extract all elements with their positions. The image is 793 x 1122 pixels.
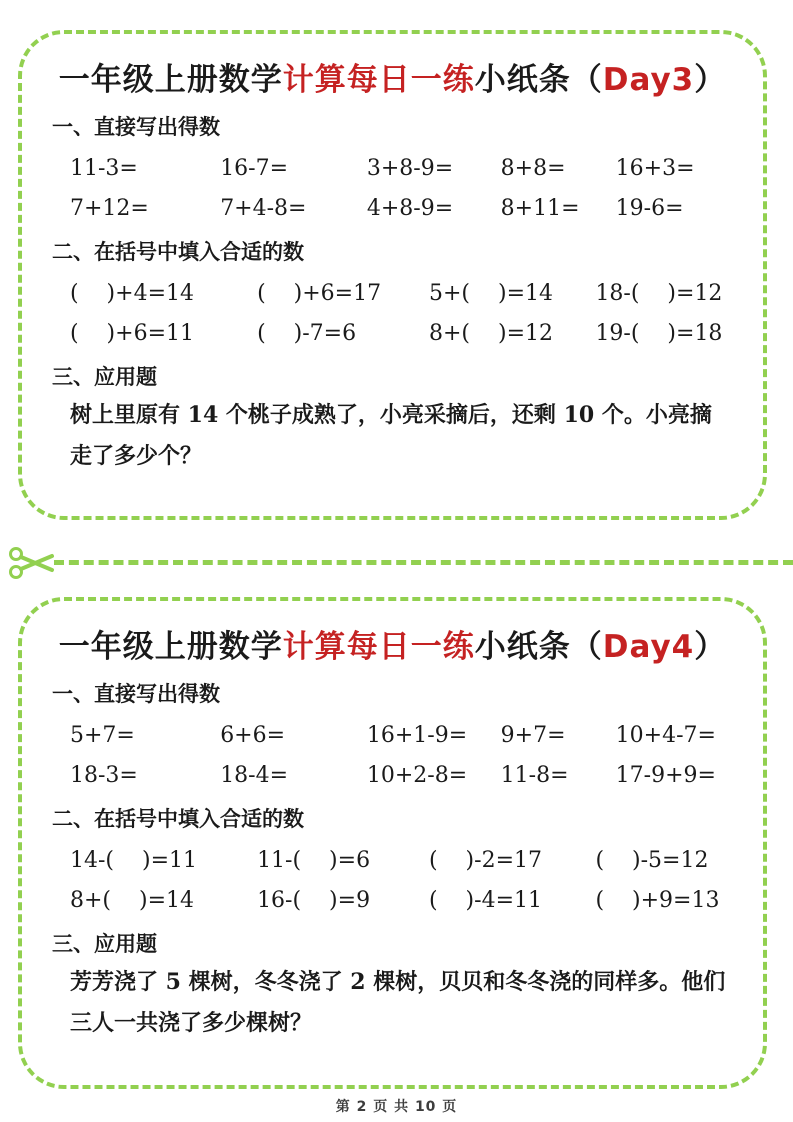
equation: 7+12= [70,196,149,221]
section-heading-word-problem: 三、应用题 [52,932,157,956]
equation: 11-3= [70,156,138,181]
equation: 19-( )=18 [595,321,723,346]
equation: 6+6= [220,723,286,748]
equation: 16-7= [220,156,289,181]
equation: 8+8= [500,156,566,181]
equation-row [70,281,733,306]
equation-row [70,321,733,346]
equation: 16-( )=9 [257,888,371,913]
dashed-cut-line [54,560,793,565]
equation: 19-6= [615,196,684,221]
equation: 11-( )=6 [257,848,371,873]
worksheet-card-day3 [18,30,767,520]
equation: 8+11= [500,196,580,221]
equation: 5+7= [70,723,135,748]
section-heading-fill-brackets: 二、在括号中填入合适的数 [52,807,304,831]
worksheet-title [52,54,733,99]
equation-row [70,196,733,221]
equation: 5+( )=14 [429,281,553,306]
word-problem-text: 树上里原有 14 个桃子成熟了，小亮采摘后，还剩 10 个。小亮摘走了多少个？ [70,402,712,469]
equation-row [70,156,733,181]
title-part-suffix: 小纸条（ [474,62,603,98]
equation: 4+8-9= [366,196,454,221]
equation: ( )+6=11 [70,321,194,346]
title-part-day: Day4 [602,629,695,665]
title-part-highlight: 计算每日一练 [282,629,475,665]
title-part-highlight: 计算每日一练 [282,62,475,98]
equation: 8+( )=12 [429,321,553,346]
title-part-day: Day3 [602,62,695,98]
equation: 18-3= [70,763,138,788]
title-part-suffix: 小纸条（ [474,629,603,665]
equation: ( )-5=12 [595,848,709,873]
section-heading-word-problem: 三、应用题 [52,365,157,389]
equation: ( )-4=11 [429,888,542,913]
scissors-icon [8,543,56,583]
equation: 18-4= [220,763,289,788]
title-part-close: ） [694,62,727,98]
equation-row [70,888,733,913]
equation: 14-( )=11 [70,848,197,873]
equation: ( )+4=14 [70,281,194,306]
title-part-grade: 一年级上册数学 [58,62,283,98]
equation-row [70,763,733,788]
equation: ( )+6=17 [257,281,382,306]
equation: 3+8-9= [366,156,454,181]
equation: 16+3= [615,156,695,181]
equation: 8+( )=14 [70,888,194,913]
equation: 16+1-9= [366,723,468,748]
worksheet-card-day4 [18,597,767,1089]
equation: 9+7= [500,723,566,748]
section-heading-direct-calc: 一、直接写出得数 [52,115,220,139]
equation: 11-8= [500,763,569,788]
equation: 10+2-8= [366,763,468,788]
worksheet-title [52,621,733,666]
equation: 10+4-7= [615,723,716,748]
equation: ( )-2=17 [429,848,542,873]
equation: ( )-7=6 [257,321,357,346]
equation: ( )+9=13 [595,888,720,913]
section-heading-direct-calc: 一、直接写出得数 [52,682,220,706]
equation-row [70,723,733,748]
title-part-close: ） [694,629,727,665]
equation: 18-( )=12 [595,281,723,306]
cut-line-divider [0,541,793,585]
page-number-footer: 第 2 页 共 10 页 [335,1099,458,1115]
equation-row [70,848,733,873]
equation: 7+4-8= [220,196,307,221]
title-part-grade: 一年级上册数学 [58,629,283,665]
section-heading-fill-brackets: 二、在括号中填入合适的数 [52,240,304,264]
word-problem-text: 芳芳浇了 5 棵树，冬冬浇了 2 棵树，贝贝和冬冬浇的同样多。他们三人一共浇了多少棵树？ [70,969,726,1036]
equation: 17-9+9= [615,763,716,788]
